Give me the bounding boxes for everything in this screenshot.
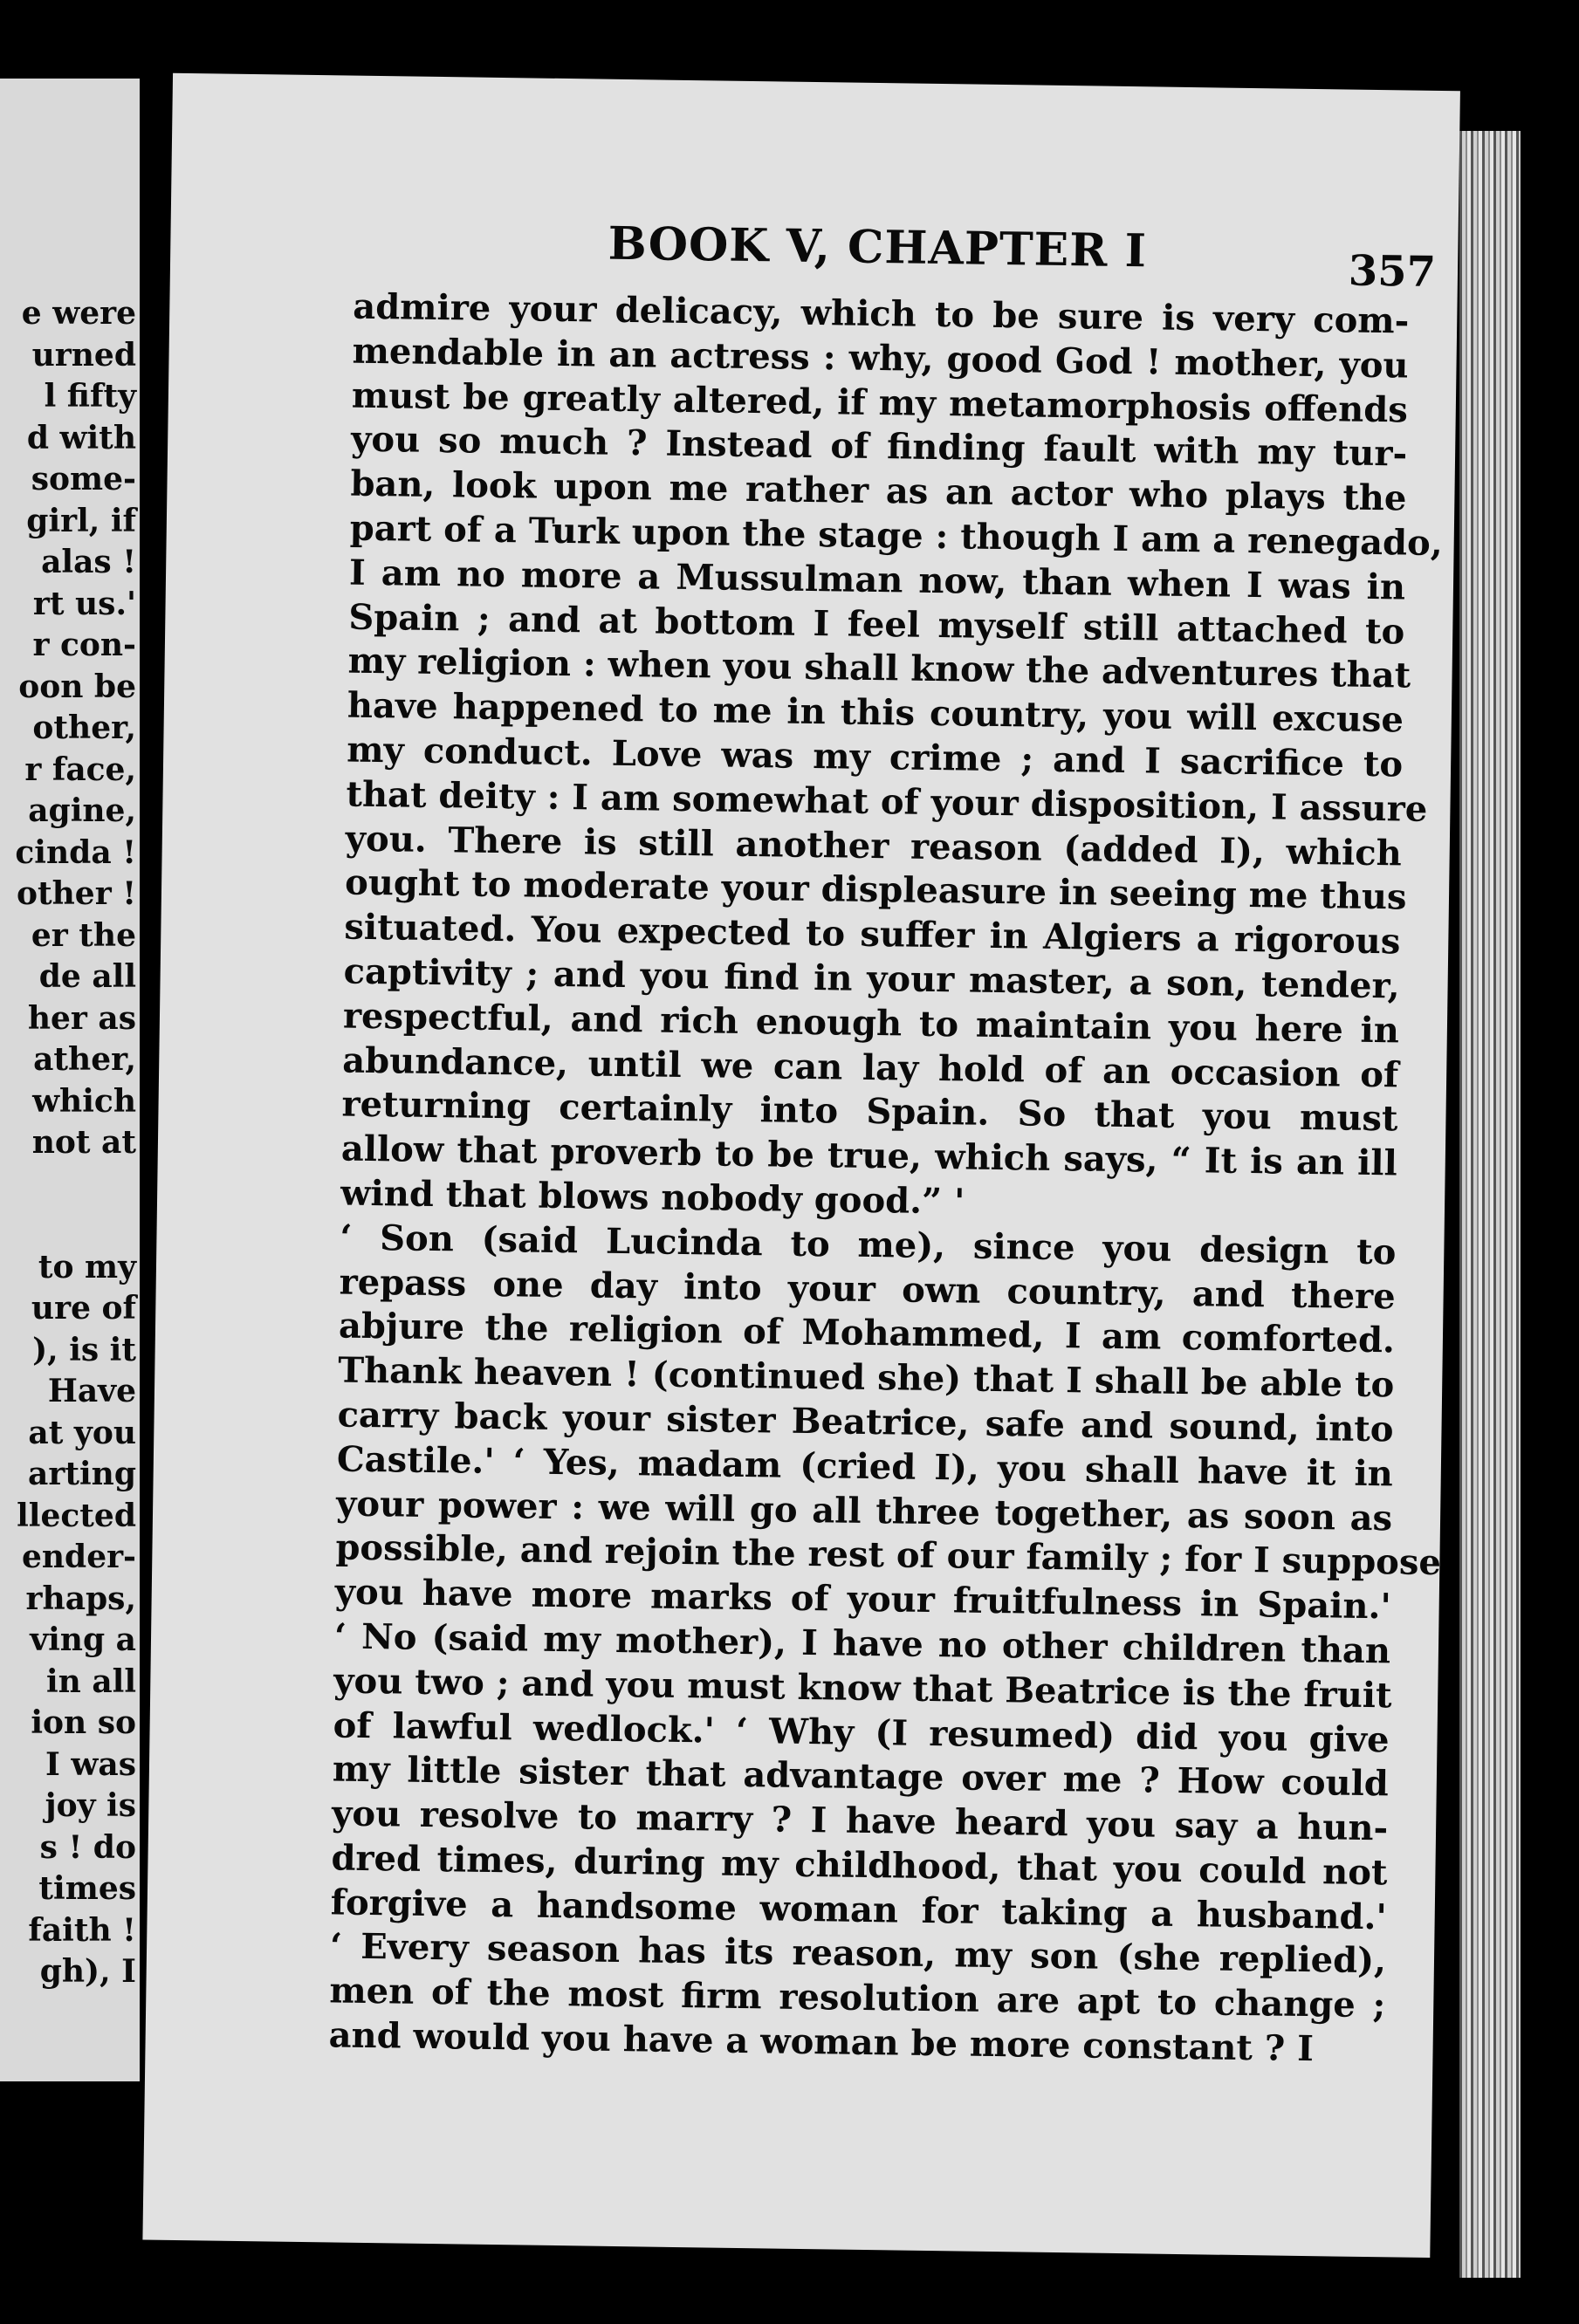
left-page-line: agine,	[28, 792, 136, 829]
text-line: of lawful wedlock.' ‘ Why (I resumed) did you give	[333, 1704, 1390, 1760]
text-line: must be greatly altered, if my metamorphosis offends	[351, 374, 1409, 431]
text-line: men of the most firm resolution are apt to change ;	[329, 1970, 1386, 2026]
left-page-line: joy is	[45, 1787, 136, 1824]
left-page-line: Have	[47, 1373, 136, 1409]
text-line: that deity : I am somewhat of your disposition, I assure	[346, 773, 1428, 830]
left-page-lines	[0, 293, 140, 1993]
text-line: you so much ? Instead of finding fault with my tur-	[350, 418, 1408, 475]
text-line: and would you have a woman be more constant ? I	[328, 2014, 1315, 2070]
text-line: repass one day into your own country, and there	[339, 1261, 1396, 1317]
left-page-line: cinda !	[15, 833, 136, 871]
page-number: 357	[1348, 246, 1437, 297]
text-line: respectful, and rich enough to maintain you here in	[342, 995, 1400, 1052]
left-page-line: to my	[38, 1248, 136, 1285]
text-line: admire your delicacy, which to be sure is very com-	[353, 285, 1410, 342]
left-page-line: I was	[45, 1745, 136, 1783]
running-head: BOOK V, CHAPTER I	[608, 216, 1148, 278]
text-line: ban, look upon me rather as an actor who plays the	[350, 463, 1407, 519]
left-page-line: at you	[28, 1414, 136, 1451]
left-page-line: e were	[21, 295, 136, 332]
text-line: my conduct. Love was my crime ; and I sacrifice to	[346, 729, 1404, 785]
text-line: situated. You expected to suffer in Algiers a rigorous	[344, 906, 1401, 963]
left-page-line: ion so	[31, 1704, 136, 1741]
text-line: Castile.' ‘ Yes, madam (cried I), you shall have it in	[336, 1438, 1394, 1495]
text-line: ought to moderate your displeasure in seeing me thus	[344, 861, 1407, 918]
text-line: abundance, until we can lay hold of an occasion of	[341, 1039, 1399, 1095]
text-line: wind that blows nobody good.” '	[340, 1172, 965, 1223]
left-page-line: rt us.'	[32, 585, 136, 622]
left-page-line: arting	[28, 1456, 136, 1492]
book-page-357	[142, 73, 1460, 2258]
left-page-line: in all	[45, 1662, 136, 1700]
left-page-line: llected	[17, 1497, 136, 1534]
left-page-line: faith !	[28, 1911, 136, 1949]
left-page-line: er the	[31, 916, 136, 954]
left-page-line: girl, if	[26, 502, 136, 539]
text-line: mendable in an actress : why, good God ! mother, you	[352, 330, 1409, 387]
text-line: you have more marks of your fruitfulness in Spain.'	[334, 1571, 1392, 1628]
text-line: Thank heaven ! (continued she) that I shall be able to	[338, 1349, 1395, 1406]
left-page-line: gh), I	[39, 1953, 136, 1990]
text-line: abjure the religion of Mohammed, I am comforted.	[338, 1305, 1396, 1361]
left-page-line: rhaps,	[25, 1580, 136, 1617]
text-line: my little sister that advantage over me ? How could	[332, 1748, 1390, 1805]
left-page-line: l fifty	[44, 378, 136, 415]
text-line: I am no more a Mussulman now, than when I was in	[348, 552, 1406, 608]
left-page-line: ure of	[31, 1290, 136, 1327]
left-page-line: r face,	[24, 751, 136, 788]
text-line: your power : we will go all three together, as soon as	[335, 1482, 1393, 1539]
left-page-line: her as	[27, 999, 136, 1037]
left-page-line: other,	[32, 710, 136, 746]
text-line: Spain ; and at bottom I feel myself still attached to	[348, 596, 1405, 653]
left-page-line: de all	[38, 958, 136, 995]
text-line: you two ; and you must know that Beatrice is the fruit	[333, 1660, 1392, 1717]
text-line: ‘ Every season has its reason, my son (she replied),	[329, 1925, 1387, 1982]
left-page-line: urned	[31, 336, 136, 374]
text-line: carry back your sister Beatrice, safe and sound, into	[337, 1394, 1394, 1450]
page-edge-stack	[1459, 131, 1521, 2278]
text-line: ‘ No (said my mother), I have no other children than	[333, 1615, 1391, 1672]
left-page-line: some-	[31, 461, 136, 497]
text-line: dred times, during my childhood, that you could not	[331, 1837, 1388, 1894]
left-page-line: ving a	[30, 1621, 136, 1658]
left-page-line: oon be	[18, 668, 136, 705]
text-line: ‘ Son (said Lucinda to me), since you design to	[340, 1217, 1397, 1273]
text-line: part of a Turk upon the stage : though I am a renegado,	[349, 507, 1444, 565]
left-page-line: ather,	[33, 1041, 136, 1078]
left-page-line: r con-	[32, 627, 136, 663]
text-line: allow that proverb to be true, which says, “ It is an ill	[340, 1128, 1398, 1184]
left-page-line: other !	[16, 875, 136, 912]
text-line: you. There is still another reason (added I), which	[345, 818, 1403, 874]
left-page-line: d with	[26, 419, 136, 456]
text-line: possible, and rejoin the rest of our family ; for I suppose	[335, 1526, 1442, 1584]
text-line: forgive a handsome woman for taking a husband.'	[330, 1882, 1388, 1938]
text-line: returning certainly into Spain. So that you must	[341, 1083, 1398, 1140]
left-page-line: which	[32, 1082, 136, 1120]
text-line: have happened to me in this country, you will excuse	[347, 684, 1404, 741]
left-page-fragment	[0, 79, 140, 2081]
left-page-line: ), is it	[32, 1331, 136, 1368]
text-line: my religion : when you shall know the adventures that	[347, 640, 1411, 696]
left-page-line: alas !	[41, 544, 136, 580]
left-page-line: s ! do	[39, 1828, 136, 1866]
left-page-line: ender-	[21, 1539, 136, 1575]
body-text	[145, 283, 1457, 2074]
left-page-line	[0, 1164, 140, 1247]
left-page-line: not at	[31, 1124, 136, 1161]
text-line: captivity ; and you find in your master, a son, tender,	[343, 950, 1400, 1007]
left-page-line: times	[38, 1870, 136, 1907]
text-line: you resolve to marry ? I have heard you say a hun-	[331, 1793, 1389, 1849]
